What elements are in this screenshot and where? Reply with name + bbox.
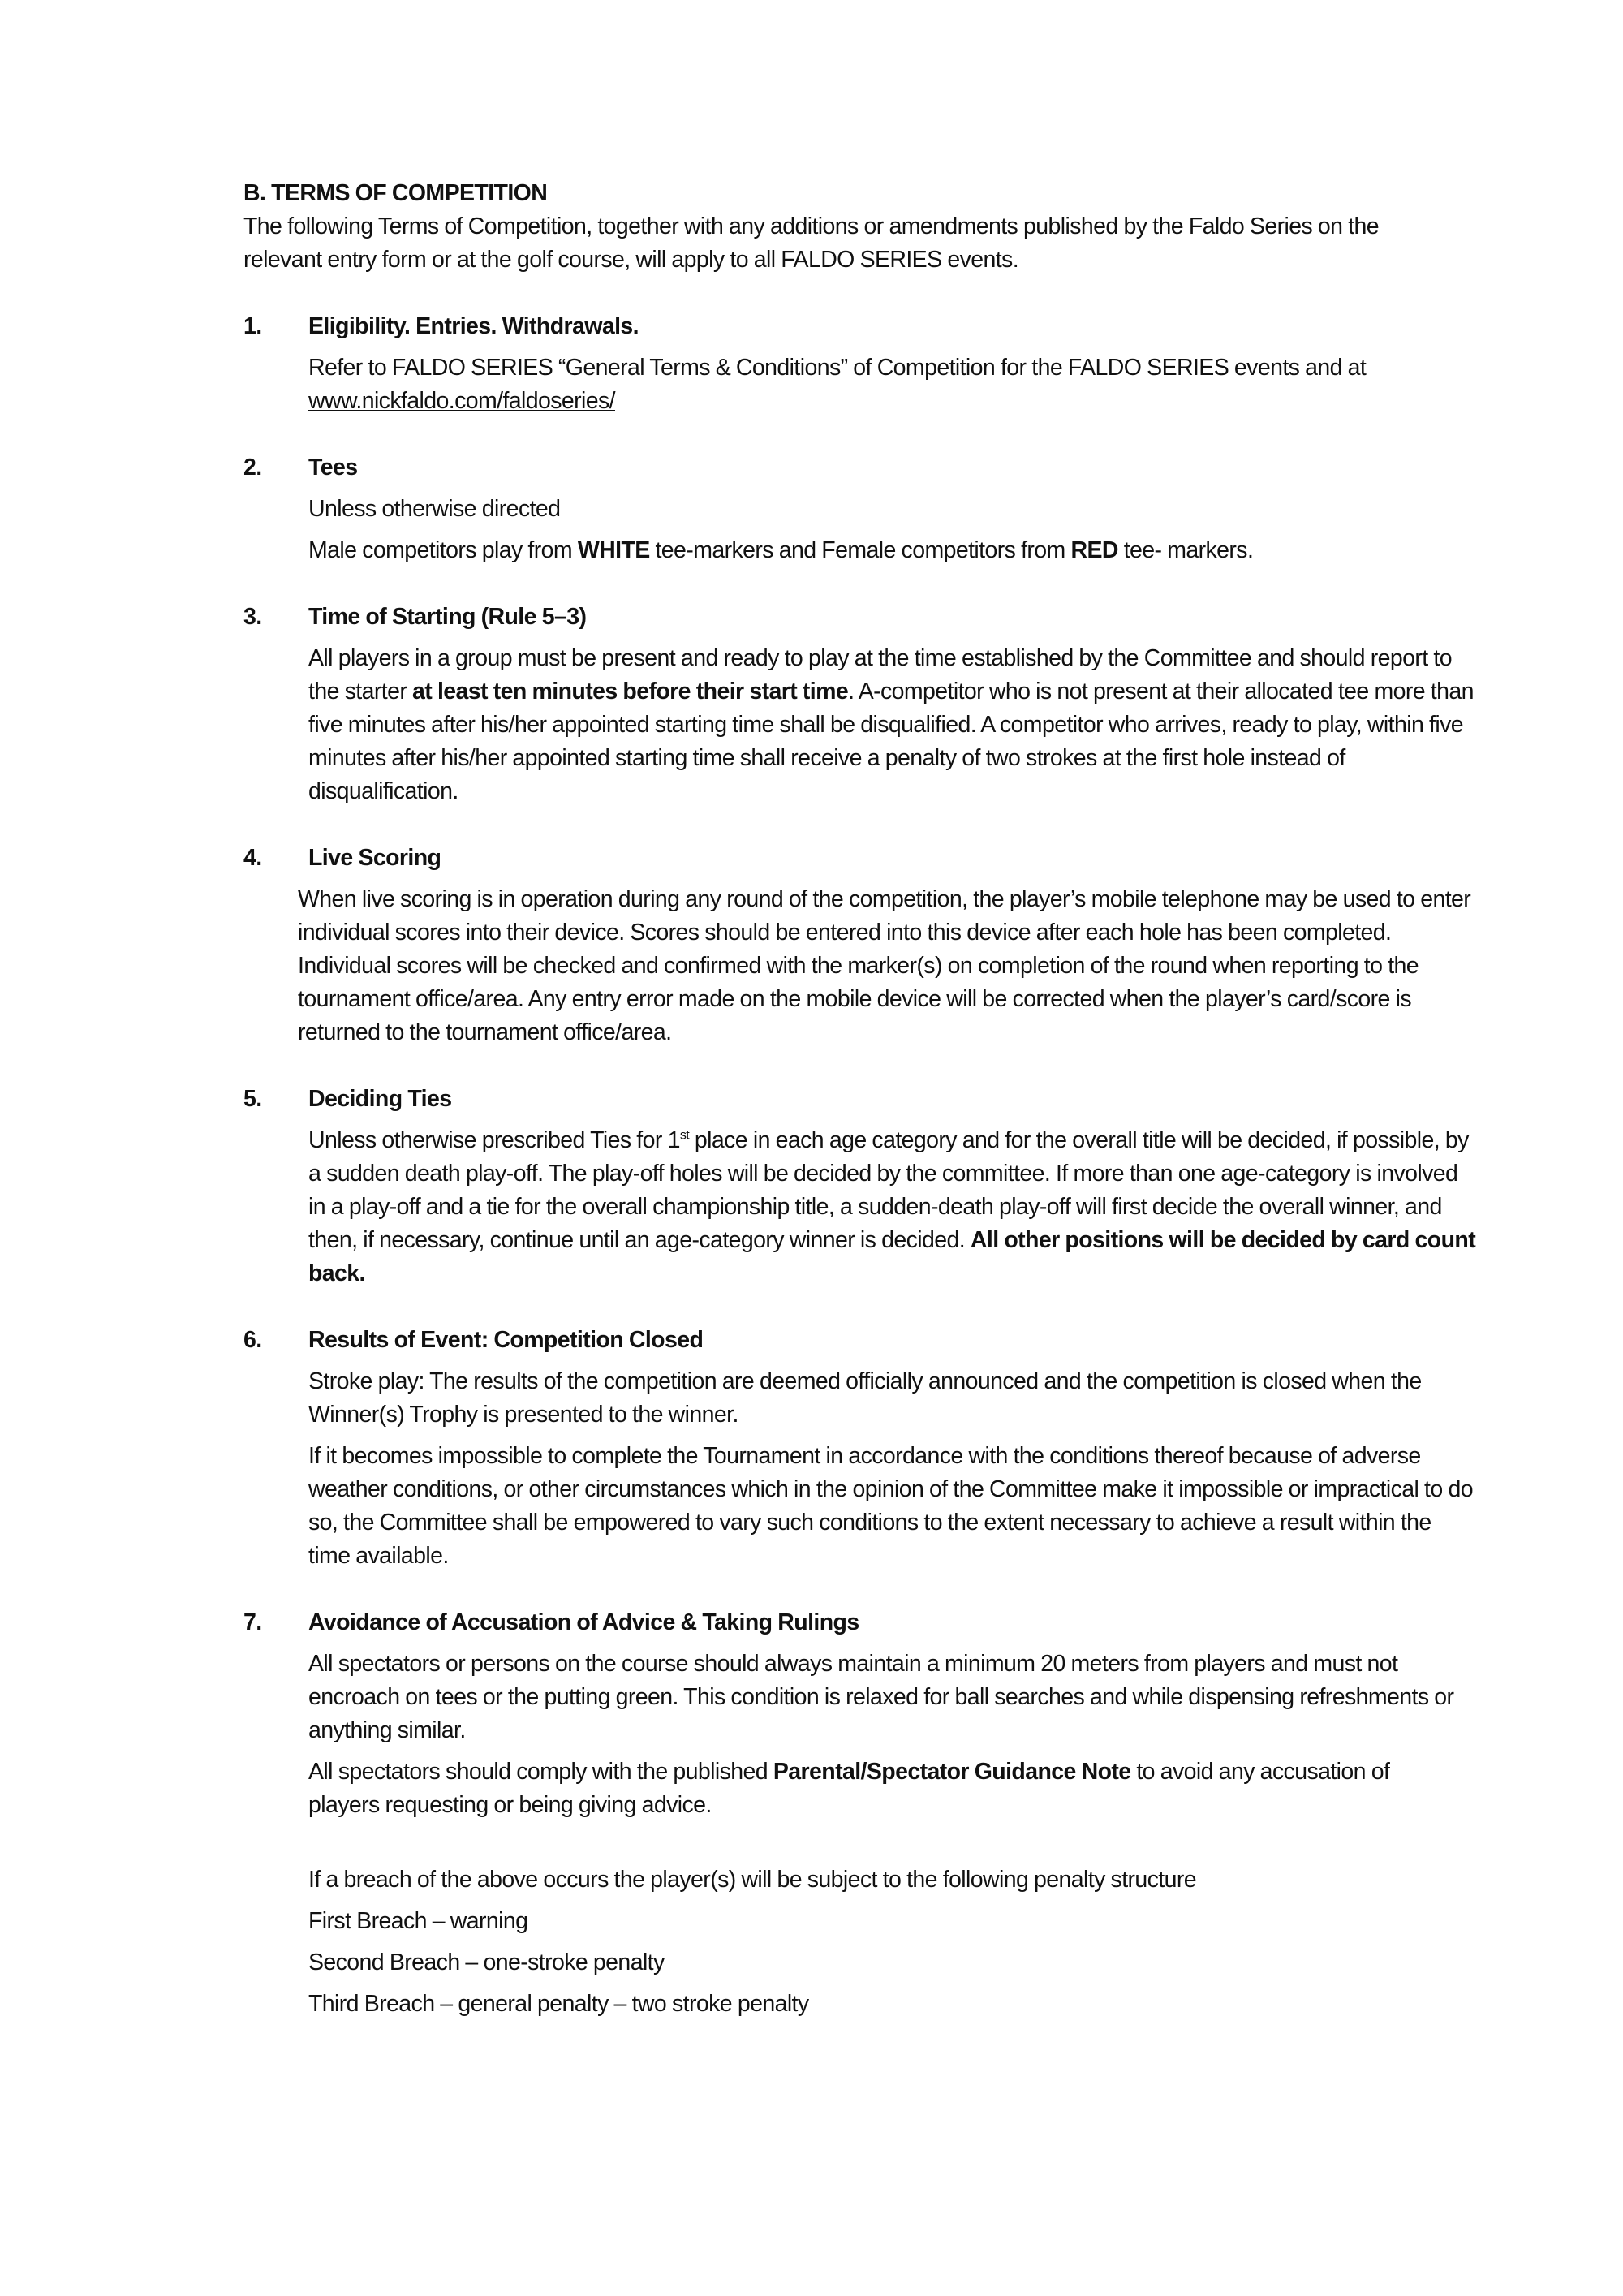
section-results-of-event: [243, 1324, 1509, 1573]
section-title: Tees: [308, 454, 358, 480]
penalty-intro: If a breach of the above occurs the player(s) will be subject to the following penalty structure: [308, 1867, 1197, 1893]
section-deciding-ties: [243, 1083, 1509, 1290]
section-heading: [243, 451, 1509, 485]
section-body: [308, 351, 1509, 418]
section-number: 1.: [243, 313, 262, 339]
section-heading: [243, 842, 1509, 875]
section-heading: [243, 1324, 1509, 1357]
body-text: Refer to FALDO SERIES “General Terms & Conditions” of Competition for the FALDO SERIES events and at: [308, 355, 1367, 381]
section-number: 3.: [243, 604, 262, 630]
section-heading: [243, 310, 1509, 343]
section-body: [308, 1124, 1477, 1290]
section-title: Deciding Ties: [308, 1086, 452, 1112]
section-time-of-starting: [243, 601, 1509, 808]
emphasis-text: All other positions will be decided by card count back.: [308, 1227, 1476, 1286]
emphasis-text: at least ten minutes before their start time: [412, 678, 849, 704]
section-title: Eligibility. Entries. Withdrawals.: [308, 313, 639, 339]
body-text: tee- markers.: [1117, 537, 1254, 563]
body-text: . A-competitor who is not present at their allocated tee more than five minutes after his/her appointed starting time shall be disqualified. A competitor who arrives, ready to play, within five minutes after his/her appointed starting time shall receive a penalty of two strokes at the first hole instead of disqualification.: [308, 678, 1474, 804]
document-title: B. TERMS OF COMPETITION: [243, 180, 548, 206]
body-text: All players in a group must be present and ready to play at the time established by the Committee and should report to the starter: [308, 645, 1452, 704]
section-number: 4.: [243, 845, 262, 871]
section-title: Time of Starting (Rule 5–3): [308, 604, 587, 630]
document-page: [243, 177, 1509, 2021]
section-heading: [243, 1606, 1509, 1639]
intro-paragraph: The following Terms of Competition, together with any additions or amendments published by the Faldo Series on the relevant entry form or at the golf course, will apply to all FALDO SERIES events.: [243, 213, 1380, 273]
penalty-first-breach: First Breach – warning: [308, 1908, 528, 1934]
section-title: Live Scoring: [308, 845, 441, 871]
section-heading: [243, 1083, 1509, 1116]
body-text: to avoid any accusation of players requesting or being giving advice.: [308, 1759, 1390, 1818]
section-title: Avoidance of Accusation of Advice & Taking Rulings: [308, 1609, 859, 1635]
section-body: [308, 642, 1477, 808]
stroke-play-paragraph: Stroke play: The results of the competition are deemed officially announced and the competition is closed when the Winner(s) Trophy is presented to the winner.: [308, 1368, 1422, 1428]
section-eligibility: [243, 310, 1509, 418]
section-number: 7.: [243, 1609, 262, 1635]
body-text: All spectators should comply with the published: [308, 1759, 773, 1785]
guidance-note-paragraph: [308, 1755, 1444, 1822]
section-body: When live scoring is in operation during any round of the competition, the player’s mobile telephone may be used to enter individual scores into their device. Scores should be entered into this device after each hole has been completed. Individual scores will be checked and confirmed with the marker(s) on completion of the round when reporting to the tournament office/area. Any entry error made on the mobile device will be corrected when the player’s card/score is returned to the tournament office/area.: [298, 886, 1471, 1045]
section-heading: [243, 601, 1509, 634]
body-text: Unless otherwise prescribed Ties for 1: [308, 1127, 680, 1153]
white-tee-label: WHITE: [577, 537, 650, 563]
body-text: Male competitors play from: [308, 537, 578, 563]
body-text: tee-markers and Female competitors from: [649, 537, 1071, 563]
red-tee-label: RED: [1070, 537, 1118, 563]
section-tees: [243, 451, 1509, 567]
section-number: 2.: [243, 454, 262, 480]
tees-direction: Unless otherwise directed: [308, 496, 561, 522]
spectator-distance-paragraph: All spectators or persons on the course should always maintain a minimum 20 meters from players and must not encroach on tees or the putting green. This condition is relaxed for ball searches and while dispensing refreshments or anything similar.: [308, 1651, 1454, 1743]
section-live-scoring: [243, 842, 1509, 1049]
faldo-series-link[interactable]: www.nickfaldo.com/faldoseries/: [308, 388, 615, 414]
section-avoidance-of-advice: [243, 1606, 1509, 2021]
section-number: 6.: [243, 1327, 262, 1353]
penalty-second-breach: Second Breach – one-stroke penalty: [308, 1949, 665, 1975]
ordinal-superscript: st: [679, 1128, 690, 1143]
penalty-third-breach: Third Breach – general penalty – two stroke penalty: [308, 1991, 809, 2017]
weather-paragraph: If it becomes impossible to complete the Tournament in accordance with the conditions thereof because of adverse weather conditions, or other circumstances which in the opinion of the Committee make it impossible or impractical to do so, the Committee shall be empowered to vary such conditions to the extent necessary to achieve a result within the time available.: [308, 1443, 1473, 1569]
guidance-note-title: Parental/Spectator Guidance Note: [773, 1759, 1131, 1785]
tees-markers: [308, 534, 1509, 567]
section-number: 5.: [243, 1086, 262, 1112]
body-text: place in each age category and for the overall title will be decided, if possible, by a sudden death play-off. The play-off holes will be decided by the committee. If more than one age-category is involved in a play-off and a tie for the overall championship title, a sudden-death play-off will first decide the overall winner, and then, if necessary, continue until an age-category winner is decided.: [308, 1127, 1469, 1253]
section-title: Results of Event: Competition Closed: [308, 1327, 704, 1353]
